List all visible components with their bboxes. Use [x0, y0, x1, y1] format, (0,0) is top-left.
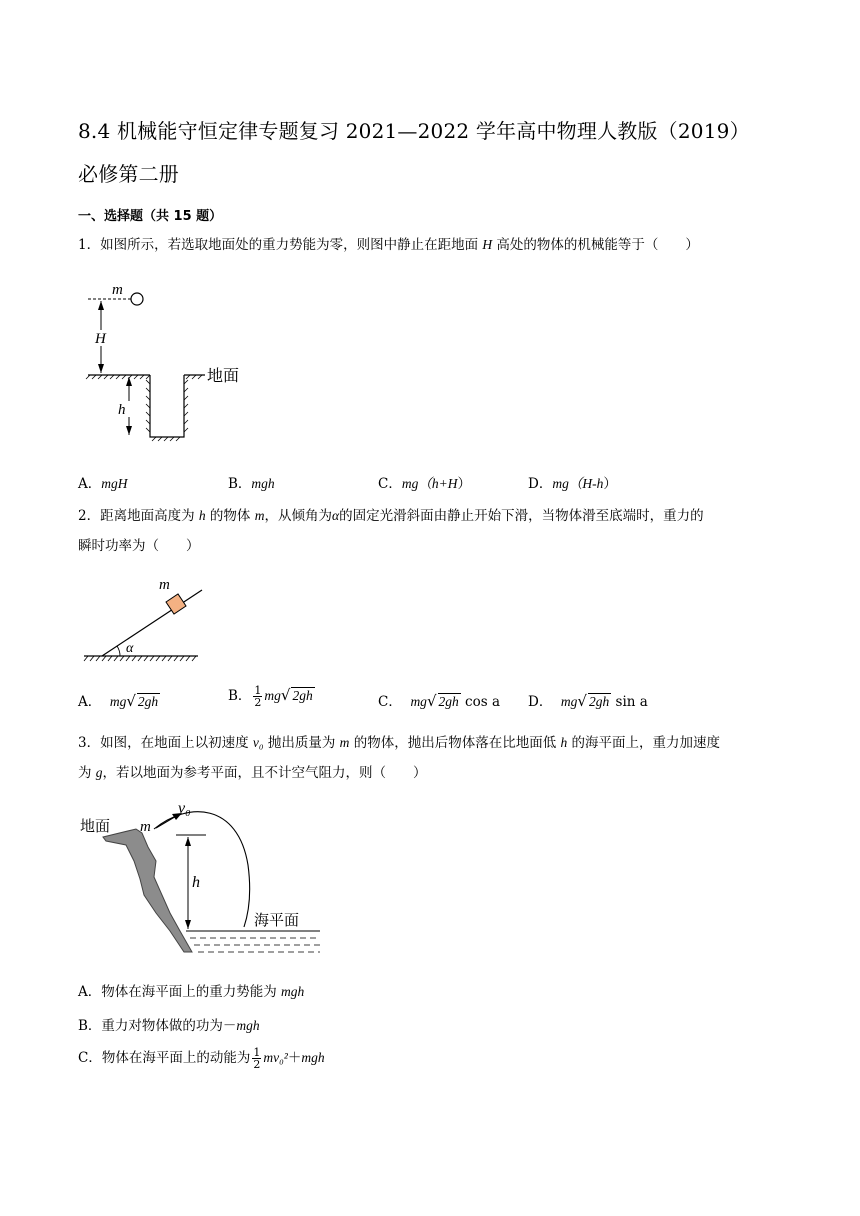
q1-text-post: 高处的物体的机械能等于（ ） [492, 237, 699, 253]
question-3-figure [78, 795, 328, 960]
q1-fig-mass: m [112, 282, 123, 298]
q1-fig-ground: 地面 [207, 366, 240, 385]
q2-fig-angle: α [126, 641, 134, 656]
q1-var-H: H [482, 237, 493, 252]
q3-fig-velocity: v₀ [178, 800, 191, 817]
q2-option-a[interactable]: A． mg√ 2gh [78, 692, 159, 710]
q3-fig-sea: 海平面 [254, 911, 300, 929]
question-2-stem: 2．距离地面高度为 h 的物体 m，从倾角为α的固定光滑斜面由静止开始下滑，当物体滑至底端时，重力的 瞬时功率为（ ） [78, 508, 704, 554]
section-heading: 一、选择题（共 15 题） [78, 209, 223, 224]
q3-option-b[interactable]: B．重力对物体做的功为－mgh [78, 1018, 260, 1034]
cliff-shape [103, 829, 192, 952]
q1-fig-h: h [118, 402, 126, 418]
q3-fig-mass: m [140, 819, 151, 835]
q3-option-a[interactable]: A．物体在海平面上的重力势能为 mgh [78, 984, 305, 1000]
q2-fig-mass: m [159, 577, 170, 593]
question-2-figure [80, 572, 210, 667]
q1-option-c[interactable]: C．mg（h+H） [378, 476, 471, 492]
page-title-line2: 必修第二册 [78, 162, 179, 186]
question-1-stem [78, 230, 788, 260]
q1-fig-H: H [95, 331, 106, 347]
question-3-stem: 3．如图，在地面上以初速度 v₀ 抛出质量为 m 的物体，抛出后物体落在比地面低 h 的海平面上，重力加速度 为 g，若以地面为参考平面，且不计空气阻力，则（ ） [78, 735, 721, 781]
q3-fig-h: h [192, 874, 200, 891]
q3-fig-ground: 地面 [80, 817, 111, 835]
q1-text-pre: 1．如图所示，若选取地面处的重力势能为零，则图中静止在距地面 [78, 237, 483, 253]
q2-option-d[interactable]: D． mg√ 2gh sin a [528, 692, 648, 710]
block-square [166, 594, 186, 614]
q3-option-c[interactable]: C．物体在海平面上的动能为 $\frac{1}{2}$ mv₀²＋mgh [78, 1046, 325, 1071]
q1-option-b[interactable]: B．mgh [228, 476, 275, 492]
ball-circle [131, 293, 143, 305]
q2-option-c[interactable]: C． mg√ 2gh cos a [378, 692, 501, 710]
page-title: 8.4 机械能守恒定律专题复习 2021—2022 学年高中物理人教版（2019） [78, 119, 750, 143]
q1-option-d[interactable]: D．mg（H-h） [528, 476, 617, 492]
q1-option-a[interactable]: A．mgH [78, 476, 128, 492]
q2-option-b[interactable]: B． $\frac{1}{2}$ mg√ 2gh [228, 684, 313, 709]
question-1-figure [80, 280, 260, 445]
